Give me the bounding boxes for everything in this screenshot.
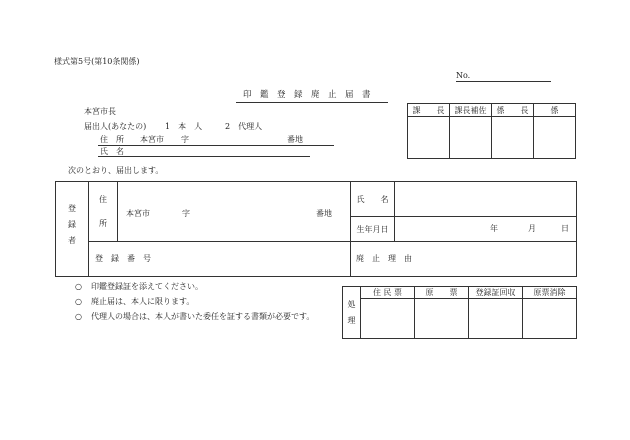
registrant-side-label: 登録者: [56, 182, 89, 277]
approval-stamp-cell[interactable]: [450, 117, 492, 159]
processing-header-card-collection: 登録証回収: [469, 287, 523, 299]
no-underline: [456, 81, 551, 82]
applicant-name-line: [98, 156, 310, 157]
registrant-dob-label: 生年月日: [351, 217, 395, 242]
processing-side-label: [343, 287, 361, 339]
approval-header-subsection-chief: 係 長: [492, 104, 534, 117]
registrant-address-field[interactable]: 本宮市 字 番地: [118, 182, 351, 242]
processing-table: [342, 286, 577, 339]
approval-header-staff: 係: [534, 104, 576, 117]
registrant-name-label: 氏 名: [351, 182, 395, 217]
processing-header-resident: 住 民 票: [361, 287, 415, 299]
registrant-name-field[interactable]: [395, 182, 577, 217]
form-number: 様式第5号(第10条関係): [54, 57, 140, 66]
applicant-address-banchi: 番地: [287, 135, 303, 144]
note-bullet: ○: [75, 312, 82, 321]
registrant-table: [55, 181, 577, 277]
registrant-address-label: 住 所: [89, 182, 118, 242]
processing-side-label-text: 処理: [347, 299, 356, 325]
statement: 次のとおり、届出します。: [68, 166, 164, 175]
note-item: 代理人の場合は、本人が書いた委任を証する書類が必要です。: [91, 312, 315, 321]
approval-stamp-cell[interactable]: [408, 117, 450, 159]
applicant-name-label: 氏 名: [100, 147, 124, 156]
note-item: 印鑑登録証を添えてください。: [91, 282, 203, 291]
registrant-reason[interactable]: 廃 止 理 由: [351, 242, 577, 277]
addressee: 本宮市長: [84, 107, 116, 116]
no-label: No.: [456, 71, 471, 80]
applicant-address-aza: 字: [181, 135, 189, 144]
processing-header-original: 原 票: [415, 287, 469, 299]
registrant-dob-field[interactable]: 年 月 日: [395, 217, 577, 242]
applicant-address-line: [98, 145, 334, 146]
page-title: 印 鑑 登 録 廃 止 届 書: [243, 90, 371, 100]
note-bullet: ○: [75, 282, 82, 291]
applicant-option-proxy: 2 代理人: [225, 122, 263, 131]
applicant-label: 届出人(あなたの): [84, 122, 147, 131]
registrant-reg-number[interactable]: 登 録 番 号: [89, 242, 351, 277]
applicant-address-city: 本宮市: [140, 135, 164, 144]
processing-cell[interactable]: [523, 299, 577, 339]
applicant-address-label: 住 所: [100, 135, 124, 144]
processing-cell[interactable]: [469, 299, 523, 339]
title-underline: [236, 102, 388, 103]
processing-header-record-deletion: 原票消除: [523, 287, 577, 299]
processing-cell[interactable]: [415, 299, 469, 339]
note-bullet: ○: [75, 297, 82, 306]
approval-table: [407, 103, 576, 159]
approval-stamp-cell[interactable]: [492, 117, 534, 159]
processing-cell[interactable]: [361, 299, 415, 339]
applicant-option-self: 1 本 人: [165, 122, 203, 131]
approval-header-section-chief: 課 長: [408, 104, 450, 117]
note-item: 廃止届は、本人に限ります。: [91, 297, 195, 306]
approval-stamp-cell[interactable]: [534, 117, 576, 159]
approval-header-assistant-chief: 課長補佐: [450, 104, 492, 117]
